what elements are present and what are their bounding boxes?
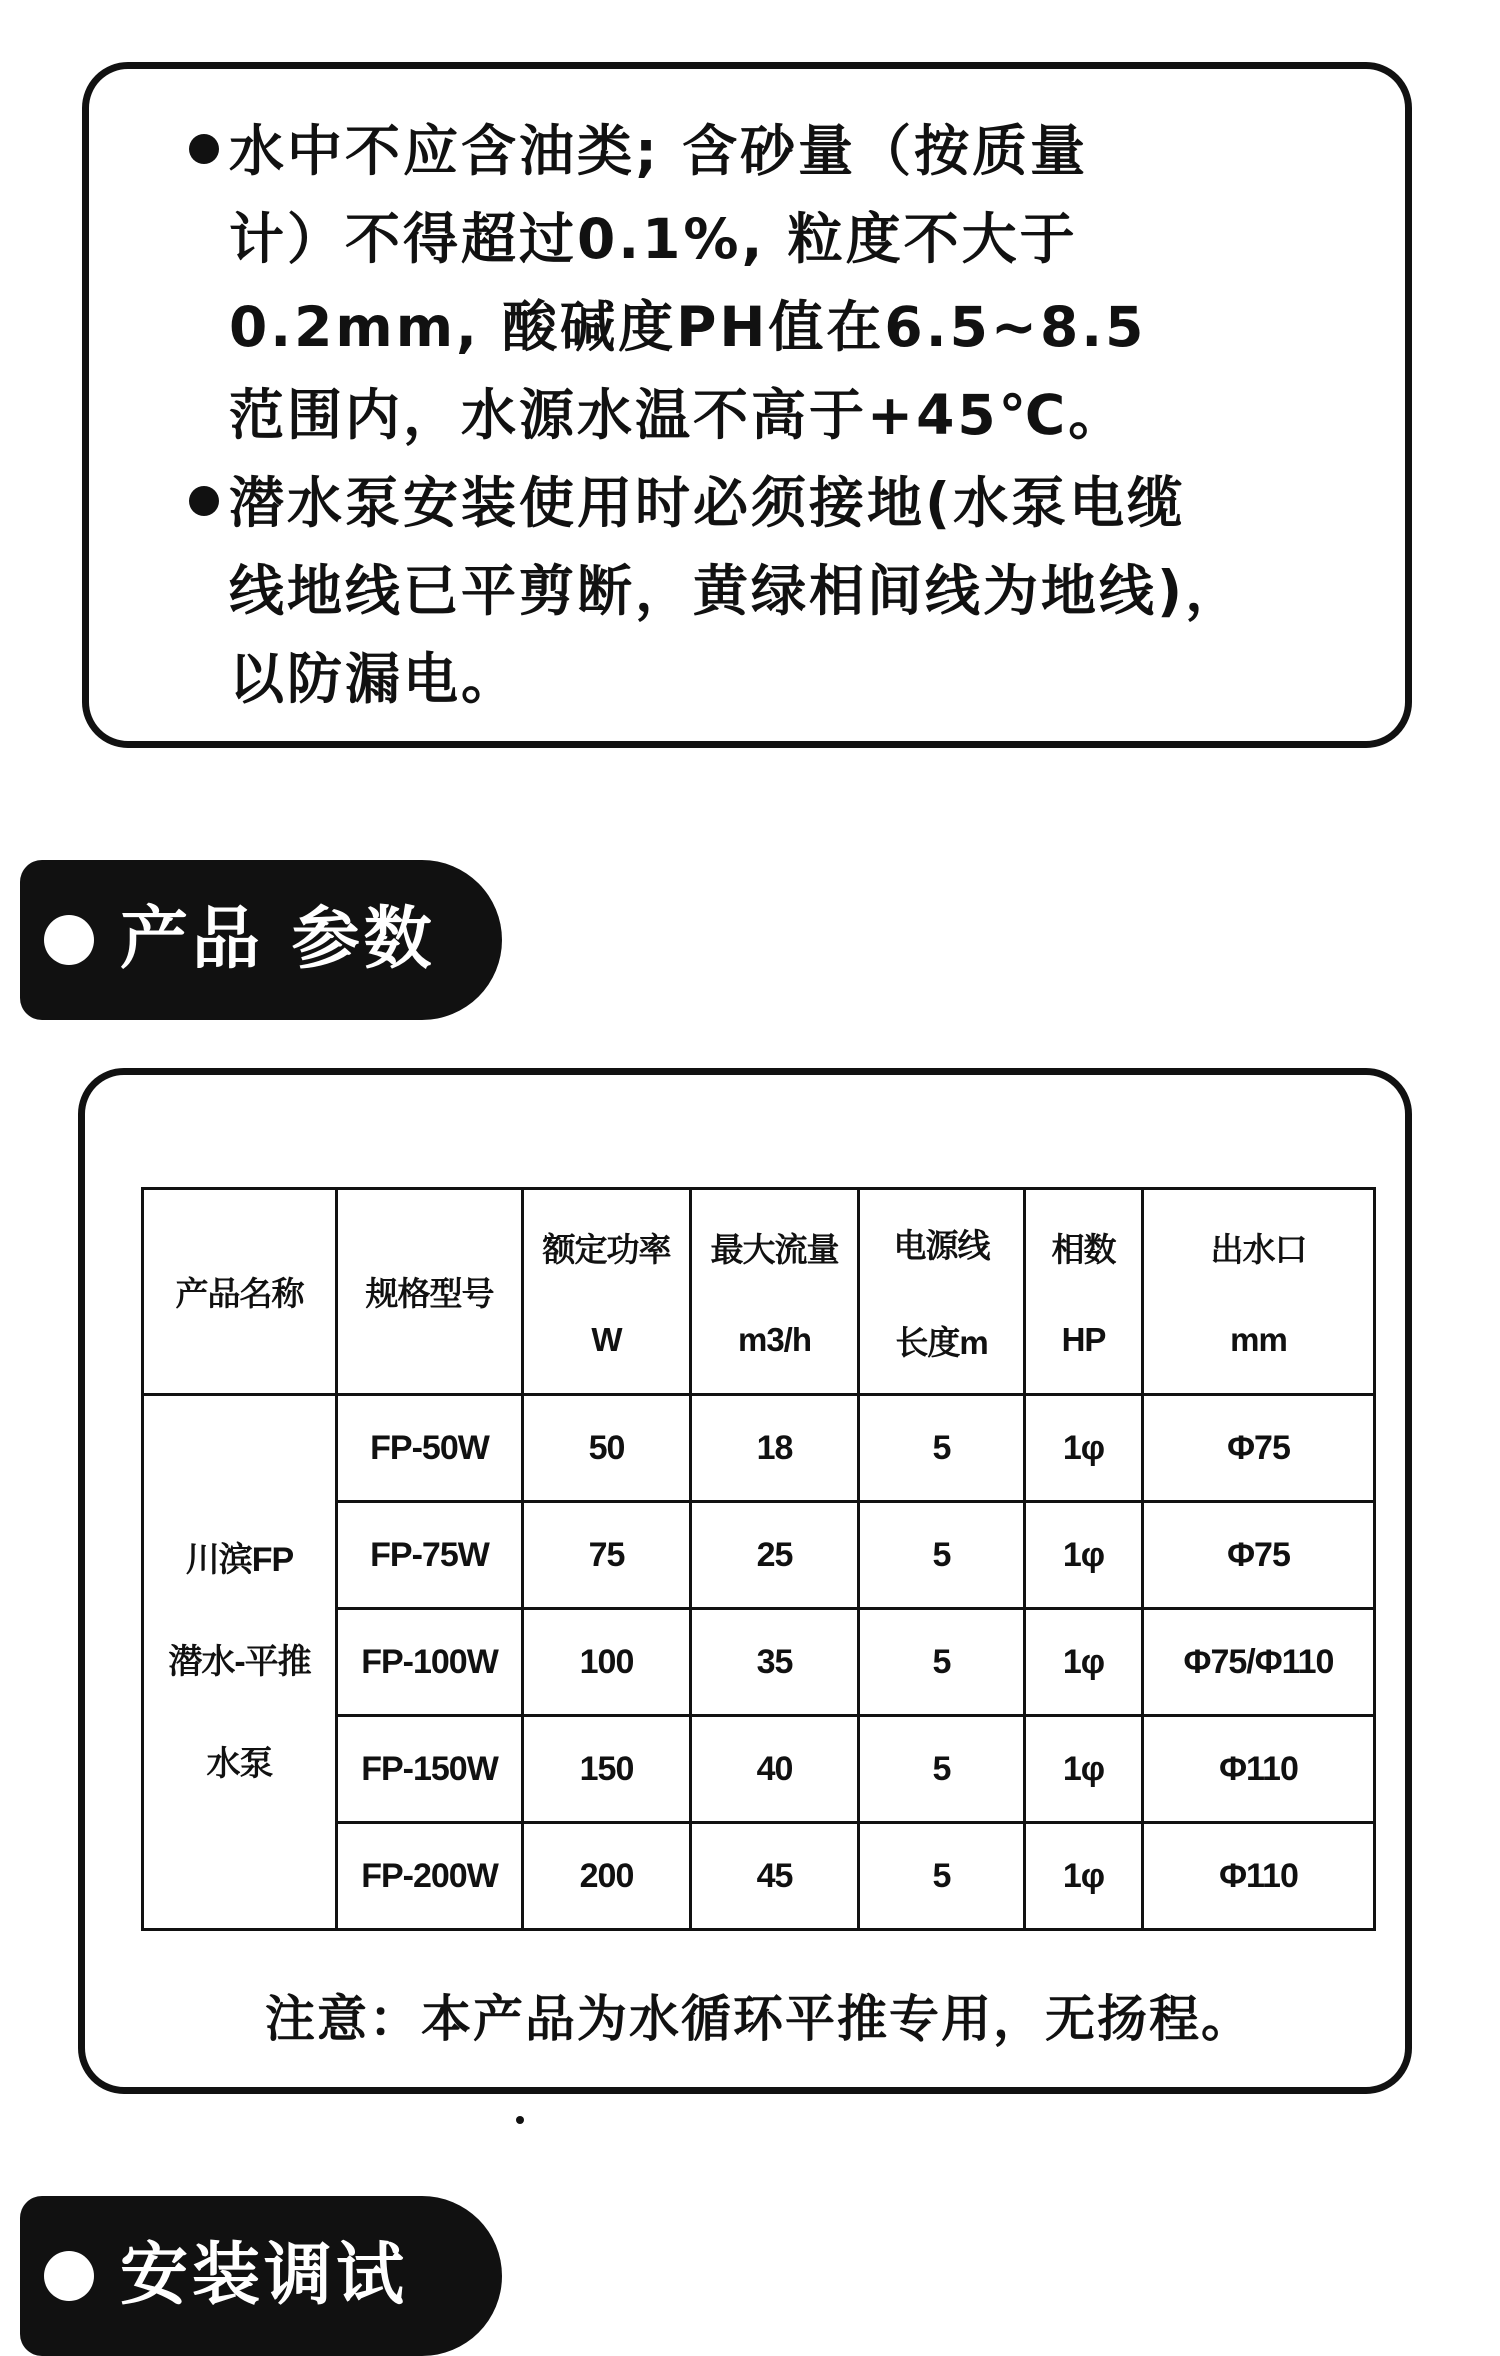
header-product-name: 产品名称 <box>143 1189 337 1395</box>
cell-model: FP-100W <box>337 1609 523 1716</box>
note-line: 0.2mm, 酸碱度PH值在6.5~8.5 <box>229 295 1147 359</box>
section-title-params: 产品 参数 <box>120 900 436 979</box>
cell-model: FP-150W <box>337 1716 523 1823</box>
cell-flow: 40 <box>691 1716 859 1823</box>
cell-model: FP-75W <box>337 1502 523 1609</box>
cell-power: 200 <box>523 1823 691 1930</box>
circle-icon <box>44 2251 94 2301</box>
note-grounding <box>229 459 1389 723</box>
cell-phase: 1φ <box>1025 1609 1143 1716</box>
bullet-icon <box>189 486 219 516</box>
section-header-params <box>20 860 502 1020</box>
cell-model: FP-50W <box>337 1395 523 1502</box>
cell-power: 50 <box>523 1395 691 1502</box>
note-line: 线地线已平剪断，黄绿相间线为地线)， <box>229 559 1244 623</box>
note-line: 水中不应含油类; 含砂量（按质量 <box>229 119 1089 183</box>
product-name-cell: 川滨FP 潜水-平推 水泵 <box>143 1395 337 1930</box>
cell-cable: 5 <box>859 1395 1025 1502</box>
cell-outlet: Φ110 <box>1143 1716 1375 1823</box>
cell-power: 150 <box>523 1716 691 1823</box>
table-row <box>143 1395 1375 1502</box>
note-water-quality <box>229 107 1229 459</box>
params-box <box>78 1068 1412 2094</box>
table-header-row <box>143 1189 1375 1395</box>
header-model: 规格型号 <box>337 1189 523 1395</box>
cell-outlet: Φ75/Φ110 <box>1143 1609 1375 1716</box>
bullet-icon <box>189 134 219 164</box>
notes-box <box>82 62 1412 748</box>
print-speck <box>516 2116 524 2124</box>
cell-flow: 18 <box>691 1395 859 1502</box>
cell-outlet: Φ75 <box>1143 1502 1375 1609</box>
circle-icon <box>44 915 94 965</box>
cell-outlet: Φ75 <box>1143 1395 1375 1502</box>
header-outlet: 出水口 mm <box>1143 1189 1375 1395</box>
header-cable: 电源线 长度m <box>859 1189 1025 1395</box>
cell-power: 100 <box>523 1609 691 1716</box>
cell-flow: 45 <box>691 1823 859 1930</box>
cell-cable: 5 <box>859 1502 1025 1609</box>
cell-phase: 1φ <box>1025 1823 1143 1930</box>
cell-cable: 5 <box>859 1609 1025 1716</box>
params-table <box>141 1187 1376 1931</box>
note-line: 范围内，水源水温不高于+45℃。 <box>229 383 1127 447</box>
section-header-install <box>20 2196 502 2356</box>
header-phase: 相数 HP <box>1025 1189 1143 1395</box>
cell-power: 75 <box>523 1502 691 1609</box>
note-line: 潜水泵安装使用时必须接地(水泵电缆 <box>229 471 1186 535</box>
cell-flow: 25 <box>691 1502 859 1609</box>
note-line: 以防漏电。 <box>229 647 520 711</box>
note-line: 计）不得超过0.1%, 粒度不大于 <box>229 207 1078 271</box>
cell-phase: 1φ <box>1025 1716 1143 1823</box>
cell-flow: 35 <box>691 1609 859 1716</box>
header-power: 额定功率 W <box>523 1189 691 1395</box>
cell-cable: 5 <box>859 1823 1025 1930</box>
cell-phase: 1φ <box>1025 1502 1143 1609</box>
cell-cable: 5 <box>859 1716 1025 1823</box>
cell-phase: 1φ <box>1025 1395 1143 1502</box>
cell-outlet: Φ110 <box>1143 1823 1375 1930</box>
section-title-install: 安装调试 <box>120 2236 409 2315</box>
footnote: 注意：本产品为水循环平推专用，无扬程。 <box>265 1990 1253 2048</box>
header-flow: 最大流量 m3/h <box>691 1189 859 1395</box>
cell-model: FP-200W <box>337 1823 523 1930</box>
